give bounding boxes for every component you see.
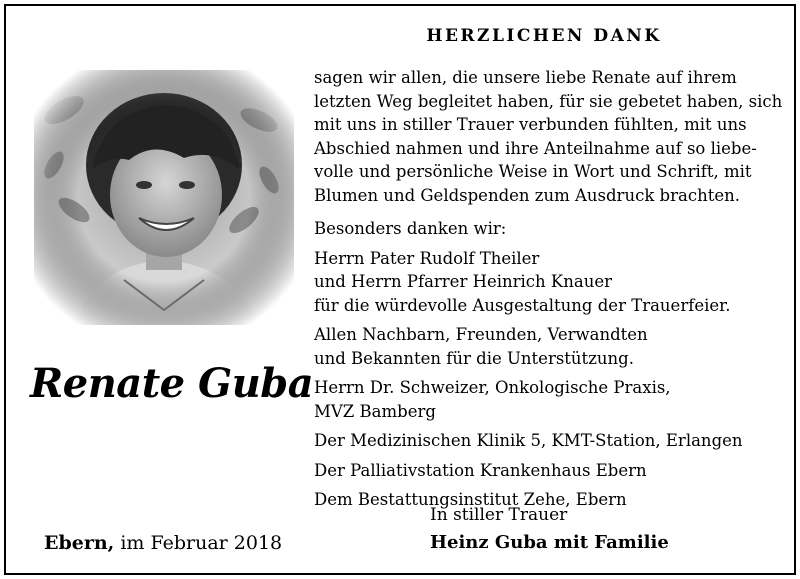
deceased-name: Renate Guba xyxy=(30,360,314,407)
thanks-line: letzten Weg begleitet haben, für sie gebetet haben, sich xyxy=(314,91,783,111)
thanks-line: Blumen und Geldspenden zum Ausdruck brachten. xyxy=(314,185,740,205)
portrait-photo xyxy=(34,70,294,325)
signature-intro: In stiller Trauer xyxy=(430,505,568,525)
special-thanks-line: Herrn Dr. Schweizer, Onkologische Praxis, xyxy=(314,378,671,397)
special-intro: Besonders danken wir: xyxy=(314,219,507,238)
place-town: Ebern, xyxy=(44,532,115,554)
special-thanks-line: Allen Nachbarn, Freunden, Verwandten xyxy=(314,325,648,344)
special-thanks-line: MVZ Bamberg xyxy=(314,401,436,421)
notice-date: im Februar 2018 xyxy=(120,532,283,554)
special-thanks-line: Der Medizinischen Klinik 5, KMT-Station, Erlangen xyxy=(314,431,743,450)
special-thanks-line: und Herrn Pfarrer Heinrich Knauer xyxy=(314,272,612,291)
thanks-line: volle und persönliche Weise in Wort und Schrift, mit xyxy=(314,162,752,181)
special-thanks-line: und Bekannten für die Unterstützung. xyxy=(314,348,634,368)
special-thanks-line: für die würdevolle Ausgestaltung der Trauerfeier. xyxy=(314,295,731,315)
special-thanks-line: Herrn Pater Rudolf Theiler xyxy=(314,248,540,268)
thanks-line: sagen wir allen, die unsere liebe Renate auf ihrem xyxy=(314,68,737,87)
signature-names: Heinz Guba mit Familie xyxy=(430,532,669,553)
special-thanks-line: Dem Bestattungsinstitut Zehe, Ebern xyxy=(314,490,627,509)
place-date xyxy=(44,532,282,554)
thanks-text xyxy=(314,66,784,512)
special-thanks-line: Der Palliativstation Krankenhaus Ebern xyxy=(314,460,647,480)
thanks-line: Abschied nahmen und ihre Anteilnahme auf so liebe- xyxy=(314,138,757,158)
notice-heading: HERZLICHEN DANK xyxy=(426,26,662,46)
thanks-line: mit uns in stiller Trauer verbunden fühlten, mit uns xyxy=(314,115,747,134)
